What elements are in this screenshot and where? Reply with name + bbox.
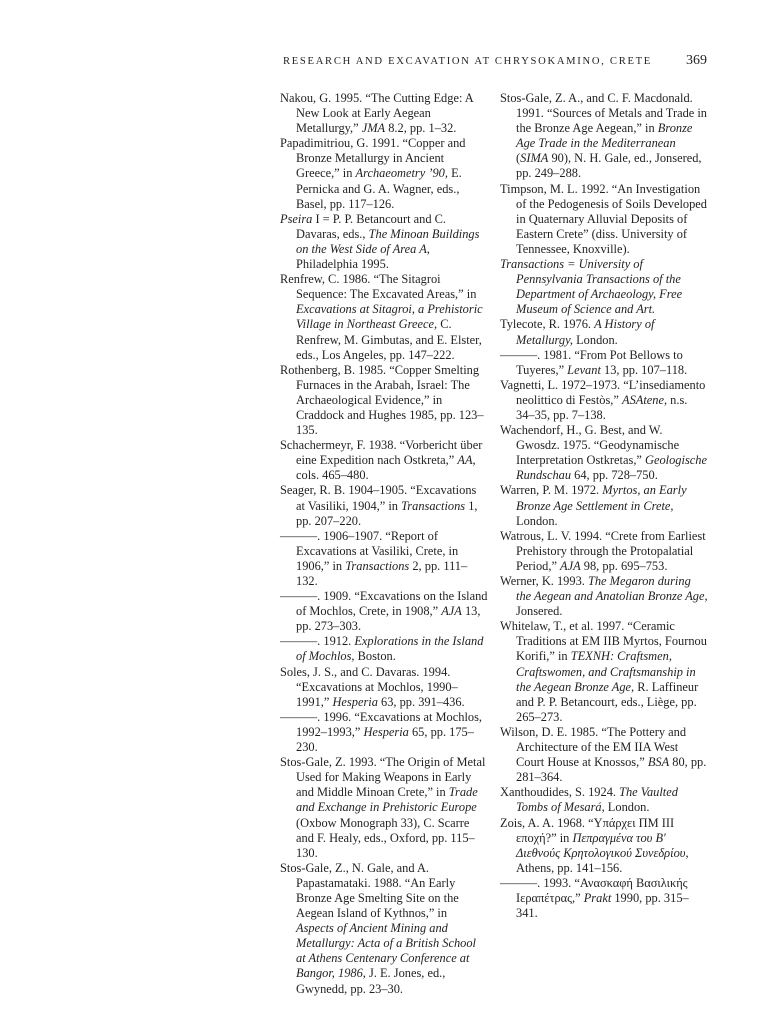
bibliography-entry (500, 348, 708, 378)
entry-text: ———. 1993. “Ανασκαφή Βασιλικής Ιεραπέτρας,” (500, 875, 688, 905)
page-number: 369 (686, 53, 707, 68)
bibliography-entry (500, 378, 708, 423)
entry-text: 64, pp. 728–750. (571, 468, 658, 483)
bibliography-entry (280, 363, 488, 438)
bibliography-entry (280, 710, 488, 755)
entry-text: ———. 1996. “Excavations at Mochlos, 1992–1993,” (280, 709, 483, 739)
italic-title: Pseira (280, 211, 313, 226)
entry-text: Stos-Gale, Z. A., and C. F. Macdonald. 1991. “Sources of Metals and Trade in the Bronze Age Aegean,” in (500, 91, 707, 136)
entry-text: (Oxbow Monograph 33), C. Scarre and F. Healy, eds., Oxford, pp. 115–130. (296, 815, 475, 860)
entry-text: C. Renfrew, M. Gimbutas, and E. Elster, eds., Los Angeles, pp. 147–222. (296, 317, 482, 362)
bibliography-entry (280, 755, 488, 861)
entry-text: n.s. 34–35, pp. 7–138. (516, 392, 688, 422)
italic-title: Myrtos, an Early Bronze Age Settlement in Crete, (516, 483, 687, 513)
italic-title: Πεπραγμένα του Β′ Διεθνούς Κρητολογικού Συνεδρίου, (516, 830, 689, 860)
entry-text: ———. 1906–1907. “Report of Excavations at Vasiliki, Crete, in 1906,” in (280, 528, 459, 573)
bibliography-entry (500, 182, 708, 257)
entry-text: ———. 1912. (280, 634, 355, 649)
bibliography-entry (500, 619, 708, 725)
bibliography-entry (280, 438, 488, 483)
italic-title: AJA (560, 558, 581, 573)
bibliography-entry (500, 317, 708, 347)
bibliography-entry (500, 816, 708, 876)
bibliography-entry (280, 91, 488, 136)
bibliography-entry (500, 257, 708, 317)
italic-title: ASAtene, (622, 392, 668, 407)
italic-title: AJA (441, 604, 462, 619)
entry-text: Xanthoudides, S. 1924. (500, 785, 620, 800)
entry-text: Whitelaw, T., et al. 1997. “Ceramic Traditions at EM IIB Myrtos, Fournou Korifi,” in (500, 619, 707, 664)
entry-text: Philadelphia 1995. (296, 257, 389, 272)
italic-title: Trade and Exchange in Prehistoric Europe (296, 785, 478, 815)
entry-text: 80, pp. 281–364. (516, 755, 707, 785)
entry-text: 8.2, pp. 1–32. (385, 121, 457, 136)
entry-text: J. E. Jones, ed., Gwynedd, pp. 23–30. (296, 966, 446, 996)
italic-title: Levant (567, 362, 601, 377)
bibliography-entry (500, 91, 708, 182)
entry-text: 13, pp. 273–303. (296, 604, 481, 634)
italic-title: Explorations in the Island of Mochlos, (296, 634, 484, 664)
entry-text: ———. 1981. “From Pot Bellows to Tuyeres,” (500, 347, 683, 377)
bibliography-entry (280, 136, 488, 211)
bibliography-column-right (500, 91, 708, 921)
italic-title: BSA (647, 755, 670, 770)
entry-text: Tylecote, R. 1976. (500, 317, 595, 332)
entry-text: 1990, pp. 315–341. (516, 890, 689, 921)
bibliography-entry (280, 212, 488, 272)
entry-text: Rothenberg, B. 1985. “Copper Smelting Furnaces in the Arabah, Israel: The Archaeological Evidence,” in Craddock and Hughes 1985, pp. 123–135. (280, 362, 484, 438)
entry-text: Warren, P. M. 1972. (500, 483, 603, 498)
entry-text: London. (573, 332, 618, 347)
entry-text: Stos-Gale, Z., N. Gale, and A. Papastamataki. 1988. “An Early Bronze Age Smelting Site on the Aegean Island of Kythnos,” in (280, 860, 459, 921)
entry-text: Watrous, L. V. 1994. “Crete from Earliest Prehistory through the Protopalatial Period,” (500, 528, 706, 573)
entry-text: ( (516, 151, 521, 166)
italic-title: Bronze Age Trade in the Mediterranean (516, 121, 693, 151)
italic-title: Hesperia (363, 724, 409, 739)
bibliography-entry (500, 574, 708, 619)
italic-title: Transactions = University of Pennsylvania Transactions of the Department of Archaeology, Free Museum of Science and Art. (500, 257, 683, 317)
entry-text: 2, pp. 111–132. (296, 558, 468, 588)
italic-title: Prakt (583, 890, 612, 905)
entry-text: Jonsered. (516, 604, 563, 619)
bibliography-entry (280, 272, 488, 363)
entry-text: Wachendorf, H., G. Best, and W. Gwosdz. 1975. “Geodynamische Interpretation Ostkretas,” (500, 423, 680, 468)
italic-title: AA, (457, 453, 476, 468)
bibliography-entry (500, 529, 708, 574)
entry-text: Athens, pp. 141–156. (516, 860, 623, 875)
entry-text: 65, pp. 175–230. (296, 724, 474, 755)
entry-text: Vagnetti, L. 1972–1973. “L’insediamento neolittico di Festòs,” (500, 377, 706, 407)
bibliography-column-left (280, 91, 488, 997)
entry-text: Werner, K. 1993. (500, 574, 588, 588)
entry-text: 90), N. H. Gale, ed., Jonsered, pp. 249–288. (516, 151, 702, 181)
bibliography-entry (500, 725, 708, 785)
italic-title: A History of Metallurgy, (516, 317, 655, 347)
entry-text: R. Laffineur and P. P. Betancourt, eds., Liège, pp. 265–273. (516, 679, 699, 724)
entry-text: ———. 1909. “Excavations on the Island of Mochlos, Crete, in 1908,” (280, 589, 488, 619)
bibliography-entry (280, 634, 488, 664)
entry-text: 1, pp. 207–220. (296, 498, 478, 528)
entry-text: Stos-Gale, Z. 1993. “The Origin of Metal Used for Making Weapons in Early and Middle Minoan Crete,” in (280, 755, 486, 800)
entry-text: Boston. (354, 649, 396, 664)
entry-text: Zois, A. A. 1968. “Υπάρχει ΠΜ ΙΙΙ εποχή?” in (500, 815, 675, 845)
running-head (283, 53, 707, 73)
bibliography-entry (280, 483, 488, 528)
entry-text: Papadimitriou, G. 1991. “Copper and Bronze Metallurgy in Ancient Greece,” in (280, 136, 466, 181)
italic-title: Transactions (401, 498, 466, 513)
italic-title: The Vaulted Tombs of Mesará, (516, 785, 678, 815)
running-head-title: RESEARCH AND EXCAVATION AT CHRYSOKAMINO, CRETE (283, 56, 652, 67)
entry-text: London. (604, 800, 650, 815)
italic-title: Geologische Rundschau (516, 453, 707, 483)
entry-text: 98, pp. 695–753. (580, 558, 668, 573)
italic-title: The Megaron during the Aegean and Anatolian Bronze Age, (516, 574, 708, 604)
bibliography-entry (280, 665, 488, 710)
italic-title: Archaeometry ’90, (355, 166, 448, 181)
bibliography-entry (500, 876, 708, 921)
bibliography-entry (500, 483, 708, 528)
entry-text: 13, pp. 107–118. (600, 362, 688, 377)
entry-text: Timpson, M. L. 1992. “An Investigation of the Pedogenesis of Soils Developed in Quaternary Alluvial Deposits of Eastern Crete” (diss. University of Tennessee, Knoxville). (500, 181, 707, 256)
italic-title: JMA (361, 121, 386, 136)
entry-text: Soles, J. S., and C. Davaras. 1994. “Excavations at Mochlos, 1990–1991,” (280, 664, 458, 709)
entry-text: 63, pp. 391–436. (377, 694, 465, 709)
italic-title: Aspects of Ancient Mining and Metallurgy: Acta of a British School at Athens Centenary Conference at Bangor, 1986, (296, 921, 476, 981)
italic-title: Hesperia (332, 694, 378, 709)
entry-text: Renfrew, C. 1986. “The Sitagroi Sequence: The Excavated Areas,” in (280, 272, 477, 302)
entry-text: I = P. P. Betancourt and C. Davaras, eds., (296, 211, 446, 241)
italic-title: SIMA (520, 151, 549, 166)
entry-text: Nakou, G. 1995. “The Cutting Edge: A New Look at Early Aegean Metallurgy,” (280, 91, 474, 136)
bibliography-entry (280, 529, 488, 589)
bibliography-entry (500, 423, 708, 483)
italic-title: Excavations at Sitagroi, a Prehistoric Village in Northeast Greece, (296, 302, 483, 332)
italic-title: TEXNH: Craftsmen, Craftswomen, and Craftsmanship in the Aegean Bronze Age, (516, 649, 696, 694)
entry-text: Seager, R. B. 1904–1905. “Excavations at Vasiliki, 1904,” in (280, 483, 477, 513)
entry-text: London. (516, 513, 558, 528)
entry-text: cols. 465–480. (296, 468, 369, 483)
bibliography-entry (280, 861, 488, 997)
entry-text: E. Pernicka and G. A. Wagner, eds., Basel, pp. 117–126. (296, 166, 462, 211)
bibliography-entry (500, 785, 708, 815)
entry-text: Schachermeyr, F. 1938. “Vorbericht über eine Expedition nach Ostkreta,” (280, 438, 483, 468)
italic-title: Transactions (345, 558, 410, 573)
italic-title: The Minoan Buildings on the West Side of Area A, (296, 226, 480, 256)
entry-text: Wilson, D. E. 1985. “The Pottery and Architecture of the EM IIA West Court House at Knossos,” (500, 724, 687, 770)
bibliography-entry (280, 589, 488, 634)
